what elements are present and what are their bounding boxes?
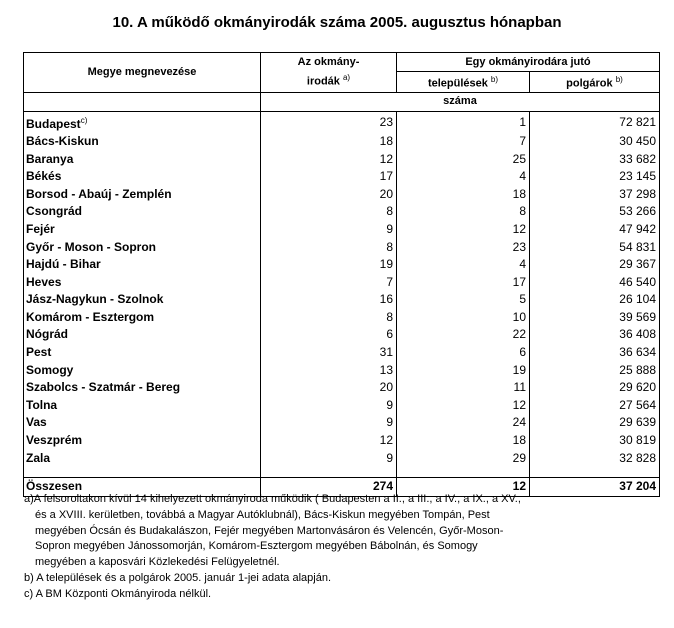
county-name-cell — [24, 326, 261, 344]
footnote-b: b) A települések és a polgárok 2005. január 1-jei adata alapján. — [24, 571, 331, 584]
offices-value: 23 — [379, 114, 393, 129]
county-name: Zala — [26, 450, 51, 465]
county-name-cell — [24, 168, 261, 186]
unit-row-blank — [24, 92, 261, 111]
offices-value: 9 — [386, 450, 393, 465]
footnote-a-line4: Sopron megyében Jánossomorján, Komárom-Esztergom megyében Bábolnán, és Somogy — [35, 540, 478, 553]
county-name-cell — [24, 111, 261, 133]
citizens-cell — [530, 379, 660, 397]
offices-value: 13 — [379, 362, 393, 377]
county-name-cell — [24, 379, 261, 397]
offices-table — [23, 52, 660, 497]
county-name-cell — [24, 256, 261, 274]
settlements-cell — [397, 309, 530, 327]
offices-cell — [261, 203, 397, 221]
offices-value: 18 — [379, 133, 393, 148]
table-row — [24, 326, 660, 344]
offices-value: 20 — [379, 380, 393, 395]
county-name: Tolna — [26, 397, 58, 412]
citizens-cell — [530, 203, 660, 221]
settlements-value: 19 — [512, 362, 526, 377]
offices-value: 9 — [386, 397, 393, 412]
county-name-cell — [24, 185, 261, 203]
county-name: Veszprém — [26, 433, 83, 448]
offices-cell — [261, 397, 397, 415]
footnote-c: c) A BM Központi Okmányiroda nélkül. — [24, 587, 212, 600]
offices-value: 17 — [379, 169, 393, 184]
county-name: Jász-Nagykun - Szolnok — [26, 292, 164, 307]
county-name: Budapest — [26, 116, 81, 131]
offices-column-label-line2 — [261, 70, 396, 90]
county-name: Győr - Moson - Sopron — [26, 239, 156, 254]
table-row — [24, 361, 660, 379]
county-name-cell — [24, 238, 261, 256]
citizens-cell — [530, 449, 660, 467]
citizens-value: 25 888 — [619, 362, 656, 377]
county-name: Vas — [26, 415, 47, 430]
offices-cell — [261, 150, 397, 168]
offices-value: 20 — [379, 186, 393, 201]
citizens-value: 37 298 — [619, 186, 656, 201]
county-name-cell — [24, 449, 261, 467]
settlements-cell — [397, 432, 530, 450]
county-name-cell — [24, 150, 261, 168]
offices-cell — [261, 326, 397, 344]
settlements-cell — [397, 221, 530, 239]
citizens-cell — [530, 326, 660, 344]
county-name: Baranya — [26, 151, 74, 166]
settlements-value: 18 — [512, 433, 526, 448]
offices-value: 19 — [379, 257, 393, 272]
offices-cell — [261, 238, 397, 256]
citizens-value: 36 634 — [619, 345, 656, 360]
settlements-cell — [397, 397, 530, 415]
table-row — [24, 238, 660, 256]
footnote-a-line3: megyében Ócsán és Budakalászon, Fejér megyében Martonvásáron és Velencén, Győr-Moson- — [35, 524, 504, 537]
offices-value: 16 — [379, 292, 393, 307]
table-row — [24, 309, 660, 327]
table-row — [24, 203, 660, 221]
citizens-value: 36 408 — [619, 327, 656, 342]
county-name-cell — [24, 309, 261, 327]
settlements-cell — [397, 111, 530, 133]
county-column-header — [24, 53, 261, 93]
county-name: Békés — [26, 169, 62, 184]
citizens-footnote-marker: b) — [615, 75, 623, 84]
offices-cell — [261, 133, 397, 151]
settlements-cell — [397, 203, 530, 221]
offices-cell — [261, 111, 397, 133]
spacer-row — [24, 467, 660, 478]
spacer-cell — [24, 467, 261, 478]
offices-column-label-line1: Az okmány- — [297, 56, 360, 68]
offices-column-header — [261, 53, 397, 93]
citizens-value: 47 942 — [619, 221, 656, 236]
citizens-value: 23 145 — [619, 169, 656, 184]
offices-footnote-marker: a) — [342, 73, 351, 82]
county-name: Csongrád — [26, 204, 83, 219]
table-row — [24, 273, 660, 291]
table-row — [24, 133, 660, 151]
settlements-value: 11 — [513, 380, 526, 395]
citizens-value: 72 821 — [619, 114, 656, 129]
table-body — [24, 111, 660, 496]
settlements-value: 24 — [512, 415, 526, 430]
table-row — [24, 432, 660, 450]
offices-value: 8 — [386, 204, 393, 219]
total-name: Összesen — [26, 479, 83, 494]
page-title: 10. A működő okmányirodák száma 2005. augusztus hónapban — [112, 14, 562, 31]
table-row — [24, 111, 660, 133]
citizens-value: 27 564 — [619, 397, 656, 412]
county-name: Heves — [26, 274, 62, 289]
citizens-value: 32 828 — [619, 450, 656, 465]
county-name-cell — [24, 414, 261, 432]
table-row — [24, 379, 660, 397]
citizens-value: 46 540 — [619, 274, 656, 289]
total-settlements-value: 12 — [512, 479, 526, 494]
citizens-cell — [530, 414, 660, 432]
offices-cell — [261, 344, 397, 362]
offices-value: 9 — [386, 221, 393, 236]
citizens-cell — [530, 133, 660, 151]
table-header — [24, 53, 660, 112]
citizens-value: 29 620 — [619, 380, 656, 395]
settlements-cell — [397, 344, 530, 362]
citizens-value: 53 266 — [619, 204, 656, 219]
settlements-cell — [397, 379, 530, 397]
county-name: Komárom - Esztergom — [26, 309, 155, 324]
total-offices-value: 274 — [372, 479, 393, 494]
settlements-value: 18 — [512, 186, 526, 201]
county-name-cell — [24, 221, 261, 239]
settlements-value: 12 — [512, 397, 526, 412]
offices-cell — [261, 449, 397, 467]
total-citizens-value: 37 204 — [619, 479, 656, 494]
offices-cell — [261, 168, 397, 186]
offices-value: 8 — [386, 309, 393, 324]
citizens-value: 29 639 — [619, 415, 656, 430]
county-name: Nógrád — [26, 327, 68, 342]
offices-cell — [261, 185, 397, 203]
settlements-cell — [397, 150, 530, 168]
settlements-cell — [397, 414, 530, 432]
offices-value: 6 — [386, 327, 393, 342]
per-office-group-header — [397, 53, 660, 72]
offices-value: 31 — [379, 345, 393, 360]
citizens-cell — [530, 309, 660, 327]
citizens-cell — [530, 344, 660, 362]
settlements-value: 1 — [519, 114, 526, 129]
settlements-cell — [397, 133, 530, 151]
settlements-column-header — [397, 72, 530, 93]
settlements-column-label: települések — [427, 77, 488, 90]
citizens-column-label: polgárok — [566, 77, 613, 90]
settlements-value: 5 — [519, 292, 526, 307]
settlements-value: 4 — [519, 257, 526, 272]
settlements-cell — [397, 361, 530, 379]
county-name-cell — [24, 344, 261, 362]
table-row — [24, 185, 660, 203]
citizens-value: 33 682 — [619, 151, 656, 166]
citizens-cell — [530, 150, 660, 168]
county-name-cell — [24, 432, 261, 450]
county-name: Fejér — [26, 221, 55, 236]
county-name-cell — [24, 397, 261, 415]
offices-value: 8 — [386, 239, 393, 254]
citizens-cell — [530, 256, 660, 274]
citizens-cell — [530, 238, 660, 256]
offices-value: 9 — [386, 415, 393, 430]
citizens-value: 29 367 — [619, 257, 656, 272]
settlements-cell — [397, 449, 530, 467]
offices-cell — [261, 379, 397, 397]
county-name: Somogy — [26, 362, 74, 377]
county-name: Pest — [26, 345, 52, 360]
citizens-cell — [530, 111, 660, 133]
citizens-cell — [530, 185, 660, 203]
county-name-cell — [24, 203, 261, 221]
table-row — [24, 449, 660, 467]
settlements-cell — [397, 238, 530, 256]
unit-row-header — [261, 92, 660, 111]
offices-cell — [261, 361, 397, 379]
offices-column-label-text: irodák — [306, 75, 340, 88]
citizens-cell — [530, 291, 660, 309]
citizens-cell — [530, 361, 660, 379]
table-row — [24, 150, 660, 168]
footnotes — [24, 492, 656, 603]
offices-cell — [261, 221, 397, 239]
settlements-value: 17 — [512, 274, 526, 289]
citizens-cell — [530, 168, 660, 186]
county-name-cell — [24, 133, 261, 151]
settlements-value: 23 — [512, 239, 526, 254]
settlements-cell — [397, 256, 530, 274]
citizens-column-header — [530, 72, 660, 93]
settlements-cell — [397, 273, 530, 291]
citizens-value: 30 819 — [619, 433, 656, 448]
offices-value: 7 — [386, 274, 393, 289]
citizens-cell — [530, 273, 660, 291]
settlements-value: 6 — [519, 345, 526, 360]
offices-value: 12 — [379, 433, 393, 448]
table-row — [24, 256, 660, 274]
settlements-value: 8 — [519, 204, 526, 219]
settlements-value: 25 — [512, 151, 526, 166]
footnote-a-line2: és a XVIII. kerületben, továbbá a Magyar Autóklubnál), Bács-Kiskun megyében Tompán, Pest — [35, 508, 490, 521]
citizens-cell — [530, 397, 660, 415]
settlements-value: 12 — [512, 221, 526, 236]
offices-cell — [261, 432, 397, 450]
offices-cell — [261, 273, 397, 291]
settlements-value: 22 — [512, 327, 526, 342]
table-row — [24, 414, 660, 432]
citizens-value: 26 104 — [619, 292, 656, 307]
settlements-value: 4 — [519, 169, 526, 184]
spacer-cell — [261, 467, 397, 478]
settlements-footnote-marker: b) — [490, 75, 499, 84]
citizens-cell — [530, 221, 660, 239]
county-name: Bács-Kiskun — [26, 133, 99, 148]
table-row — [24, 397, 660, 415]
county-footnote-marker: c) — [80, 115, 88, 125]
table-row — [24, 291, 660, 309]
spacer-cell — [530, 467, 660, 478]
settlements-cell — [397, 168, 530, 186]
offices-cell — [261, 414, 397, 432]
table-row — [24, 221, 660, 239]
citizens-value: 54 831 — [619, 239, 656, 254]
offices-value: 12 — [379, 151, 393, 166]
county-name: Szabolcs - Szatmár - Bereg — [26, 380, 181, 395]
per-office-group-label: Egy okmányirodára jutó — [465, 55, 591, 68]
spacer-cell — [397, 467, 530, 478]
county-column-label: Megye megnevezése — [87, 65, 197, 78]
settlements-value: 7 — [519, 133, 526, 148]
county-name: Hajdú - Bihar — [26, 257, 101, 272]
settlements-cell — [397, 185, 530, 203]
citizens-cell — [530, 432, 660, 450]
settlements-cell — [397, 326, 530, 344]
county-name-cell — [24, 291, 261, 309]
footnote-a-line5: megyében a kaposvári Közlekedési Felügyeletnél. — [35, 556, 280, 569]
footnote-a-line1: a)A felsoroltakon kívül 14 kihelyezett okmányiroda működik ( Budapesten a II., a III., a IV., a IX., a XV., — [24, 493, 521, 505]
table-row — [24, 344, 660, 362]
unit-row-label: száma — [443, 95, 477, 108]
citizens-value: 30 450 — [619, 133, 656, 148]
settlements-value: 29 — [512, 450, 526, 465]
offices-cell — [261, 256, 397, 274]
table-row — [24, 168, 660, 186]
citizens-value: 39 569 — [619, 309, 656, 324]
county-name: Borsod - Abaúj - Zemplén — [26, 186, 172, 201]
offices-cell — [261, 309, 397, 327]
county-name-cell — [24, 361, 261, 379]
settlements-value: 10 — [512, 309, 526, 324]
offices-cell — [261, 291, 397, 309]
settlements-cell — [397, 291, 530, 309]
county-name-cell — [24, 273, 261, 291]
